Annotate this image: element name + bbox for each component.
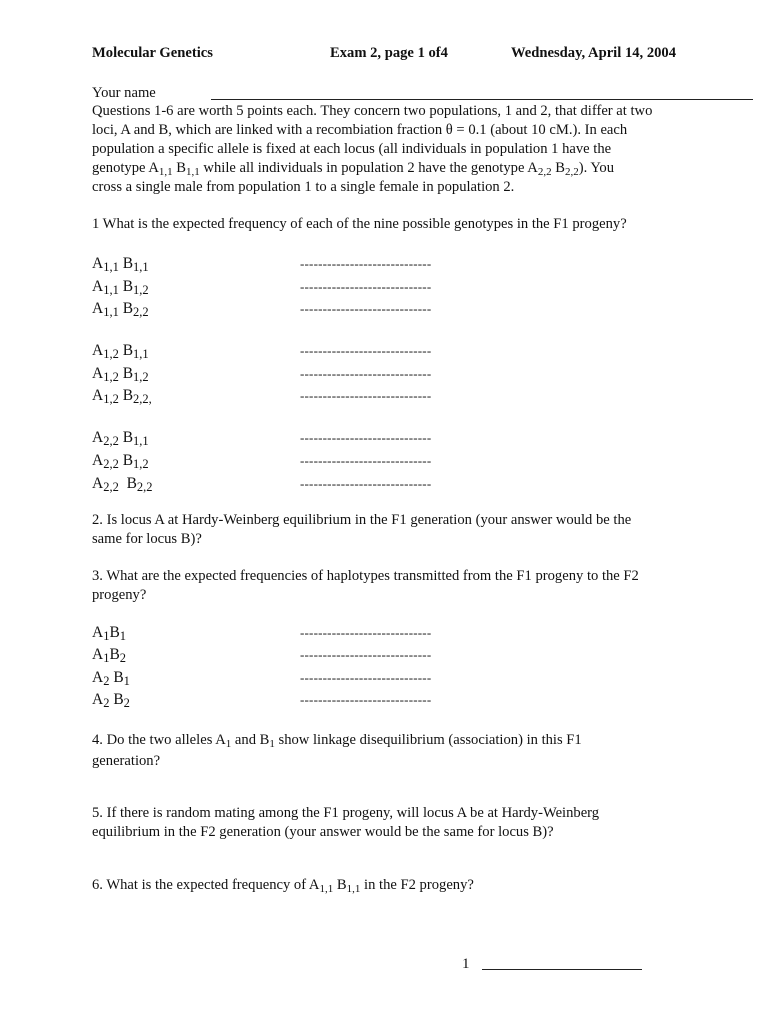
page-header xyxy=(92,44,702,64)
name-field-row xyxy=(92,84,672,103)
exam-date: Wednesday, April 14, 2004 xyxy=(511,45,677,61)
genotype-label: $A_{1,1}$ $B_{2,2}$ xyxy=(92,300,149,319)
answer-blank[interactable]: ----------------------------- xyxy=(300,476,432,491)
intro-line: population a specific allele is fixed at each locus (all individuals in population 1 have the xyxy=(92,141,612,157)
genotype-label: $A_{2,2}$ $B_{1,1}$ xyxy=(92,429,149,448)
question-1 xyxy=(92,215,692,234)
haplotype-row xyxy=(92,690,492,712)
question-text: 5. If there is random mating among the F1 progeny, will locus A be at Hardy-Weinberg xyxy=(92,805,600,821)
question-text: 3. What are the expected frequencies of haplotypes transmitted from the F1 progeny to the F2 xyxy=(92,568,639,584)
question-6 xyxy=(92,876,692,895)
answer-blank[interactable]: ----------------------------- xyxy=(300,279,432,294)
answer-blank[interactable]: ----------------------------- xyxy=(300,430,432,445)
genotype-label: $A_{1,2}$ $B_{1,2}$ xyxy=(92,365,149,384)
question-text: 6. What is the expected frequency of $A_{1,1}$ $B_{1,1}$ in the F2 progeny? xyxy=(92,877,474,895)
question-text: 1 What is the expected frequency of each of the nine possible genotypes in the F1 progeny? xyxy=(92,216,627,232)
intro-line: loci, A and B, which are linked with a recombiation fraction θ = 0.1 (about 10 cM.). In each xyxy=(92,122,628,138)
question-text: equilibrium in the F2 generation (your answer would be the same for locus B)? xyxy=(92,824,554,840)
genotype-label: $A_{1,2}$ $B_{2,2,}$ xyxy=(92,387,152,406)
question-5 xyxy=(92,804,692,842)
answer-blank[interactable]: ----------------------------- xyxy=(300,670,432,685)
genotype-label: $A_{1,1}$ $B_{1,1}$ xyxy=(92,255,149,274)
haplotype-row xyxy=(92,645,492,667)
question-text: 4. Do the two alleles $A_1$ and $B_1$ show linkage disequilibrium (association) in this F1 xyxy=(92,732,582,750)
answer-blank[interactable]: ----------------------------- xyxy=(300,256,432,271)
answer-blank[interactable]: ----------------------------- xyxy=(300,692,432,707)
page-number: 1 xyxy=(462,956,470,972)
genotype-row xyxy=(92,277,492,299)
question-text: 2. Is locus A at Hardy-Weinberg equilibrium in the F1 generation (your answer would be the xyxy=(92,512,632,528)
genotype-row xyxy=(92,386,492,408)
question-text: same for locus B)? xyxy=(92,531,202,547)
course-title: Molecular Genetics xyxy=(92,45,213,61)
answer-blank[interactable]: ----------------------------- xyxy=(300,625,432,640)
genotype-row xyxy=(92,428,492,450)
haplotype-row xyxy=(92,668,492,690)
genotype-row xyxy=(92,299,492,321)
question-2 xyxy=(92,511,692,549)
score-blank-line[interactable] xyxy=(482,969,642,970)
haplotype-label: $A_2$ $B_1$ xyxy=(92,669,130,688)
genotype-label: $A_{2,2}$ $B_{2,2}$ xyxy=(92,475,153,494)
intro-line: cross a single male from population 1 to a single female in population 2. xyxy=(92,179,515,195)
answer-blank[interactable]: ----------------------------- xyxy=(300,388,432,403)
name-blank-line[interactable] xyxy=(211,99,753,100)
genotype-row xyxy=(92,341,492,363)
haplotype-label: $A_1B_2$ xyxy=(92,646,127,665)
question-3 xyxy=(92,567,692,605)
genotype-label: $A_{1,1}$ $B_{1,2}$ xyxy=(92,278,149,297)
intro-paragraph xyxy=(92,102,692,197)
question-4 xyxy=(92,731,692,771)
answer-blank[interactable]: ----------------------------- xyxy=(300,453,432,468)
name-label: Your name xyxy=(92,85,156,101)
intro-line: genotype $A_{1,1}$ $B_{1,1}$ while all individuals in population 2 have the genotype $A_{2,2}$ $B_{2,2}$). You xyxy=(92,160,614,178)
genotype-label: $A_{1,2}$ $B_{1,1}$ xyxy=(92,342,149,361)
genotype-row xyxy=(92,474,492,496)
question-text: generation? xyxy=(92,753,161,769)
genotype-row xyxy=(92,364,492,386)
answer-blank[interactable]: ----------------------------- xyxy=(300,366,432,381)
exam-page-label: Exam 2, page 1 of4 xyxy=(330,45,448,61)
genotype-row xyxy=(92,451,492,473)
genotype-row xyxy=(92,254,492,276)
question-text: progeny? xyxy=(92,587,147,603)
genotype-label: $A_{2,2}$ $B_{1,2}$ xyxy=(92,452,149,471)
answer-blank[interactable]: ----------------------------- xyxy=(300,343,432,358)
answer-blank[interactable]: ----------------------------- xyxy=(300,647,432,662)
haplotype-row xyxy=(92,623,492,645)
intro-line: Questions 1-6 are worth 5 points each. They concern two populations, 1 and 2, that differ at two xyxy=(92,103,653,119)
answer-blank[interactable]: ----------------------------- xyxy=(300,301,432,316)
haplotype-label: $A_1B_1$ xyxy=(92,624,127,643)
haplotype-label: $A_2$ $B_2$ xyxy=(92,691,130,710)
